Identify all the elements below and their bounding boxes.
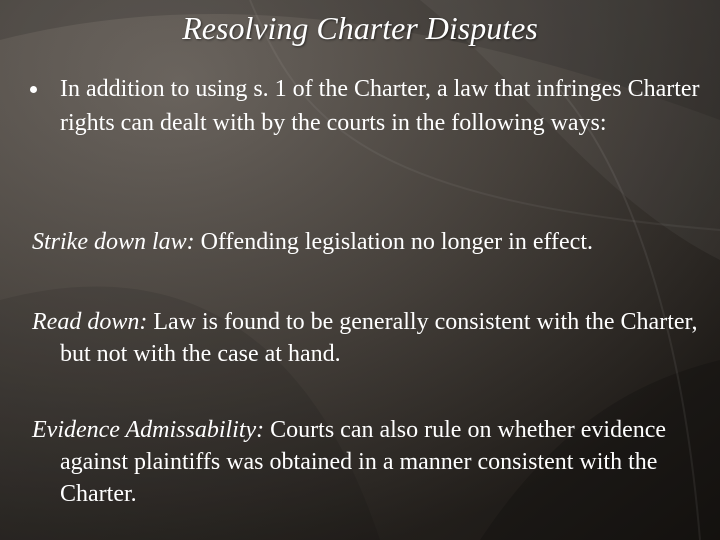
definition-text: Courts can also rule on whether evidence against plaintiffs was obtained in a manner consistent with the Charter.: [60, 417, 667, 507]
bullet-item: [28, 72, 708, 140]
definition-evidence-admissability: [32, 414, 720, 510]
definition-term: Strike down law:: [32, 229, 195, 255]
definition-read-down: [32, 306, 720, 370]
definition-strike-down: [32, 226, 720, 258]
definition-term: Read down:: [32, 309, 148, 335]
slide-title: Resolving Charter Disputes: [182, 10, 538, 46]
definition-term: Evidence Admissability:: [32, 417, 265, 443]
definition-text: Law is found to be generally consistent with the Charter, but not with the case at hand.: [60, 309, 698, 367]
bullet-dot-icon: [30, 86, 37, 93]
definition-text: Offending legislation no longer in effect.: [194, 229, 593, 255]
bullet-text: In addition to using s. 1 of the Charter, a law that infringes Charter rights can dealt with by the courts in the following ways:: [60, 76, 700, 136]
